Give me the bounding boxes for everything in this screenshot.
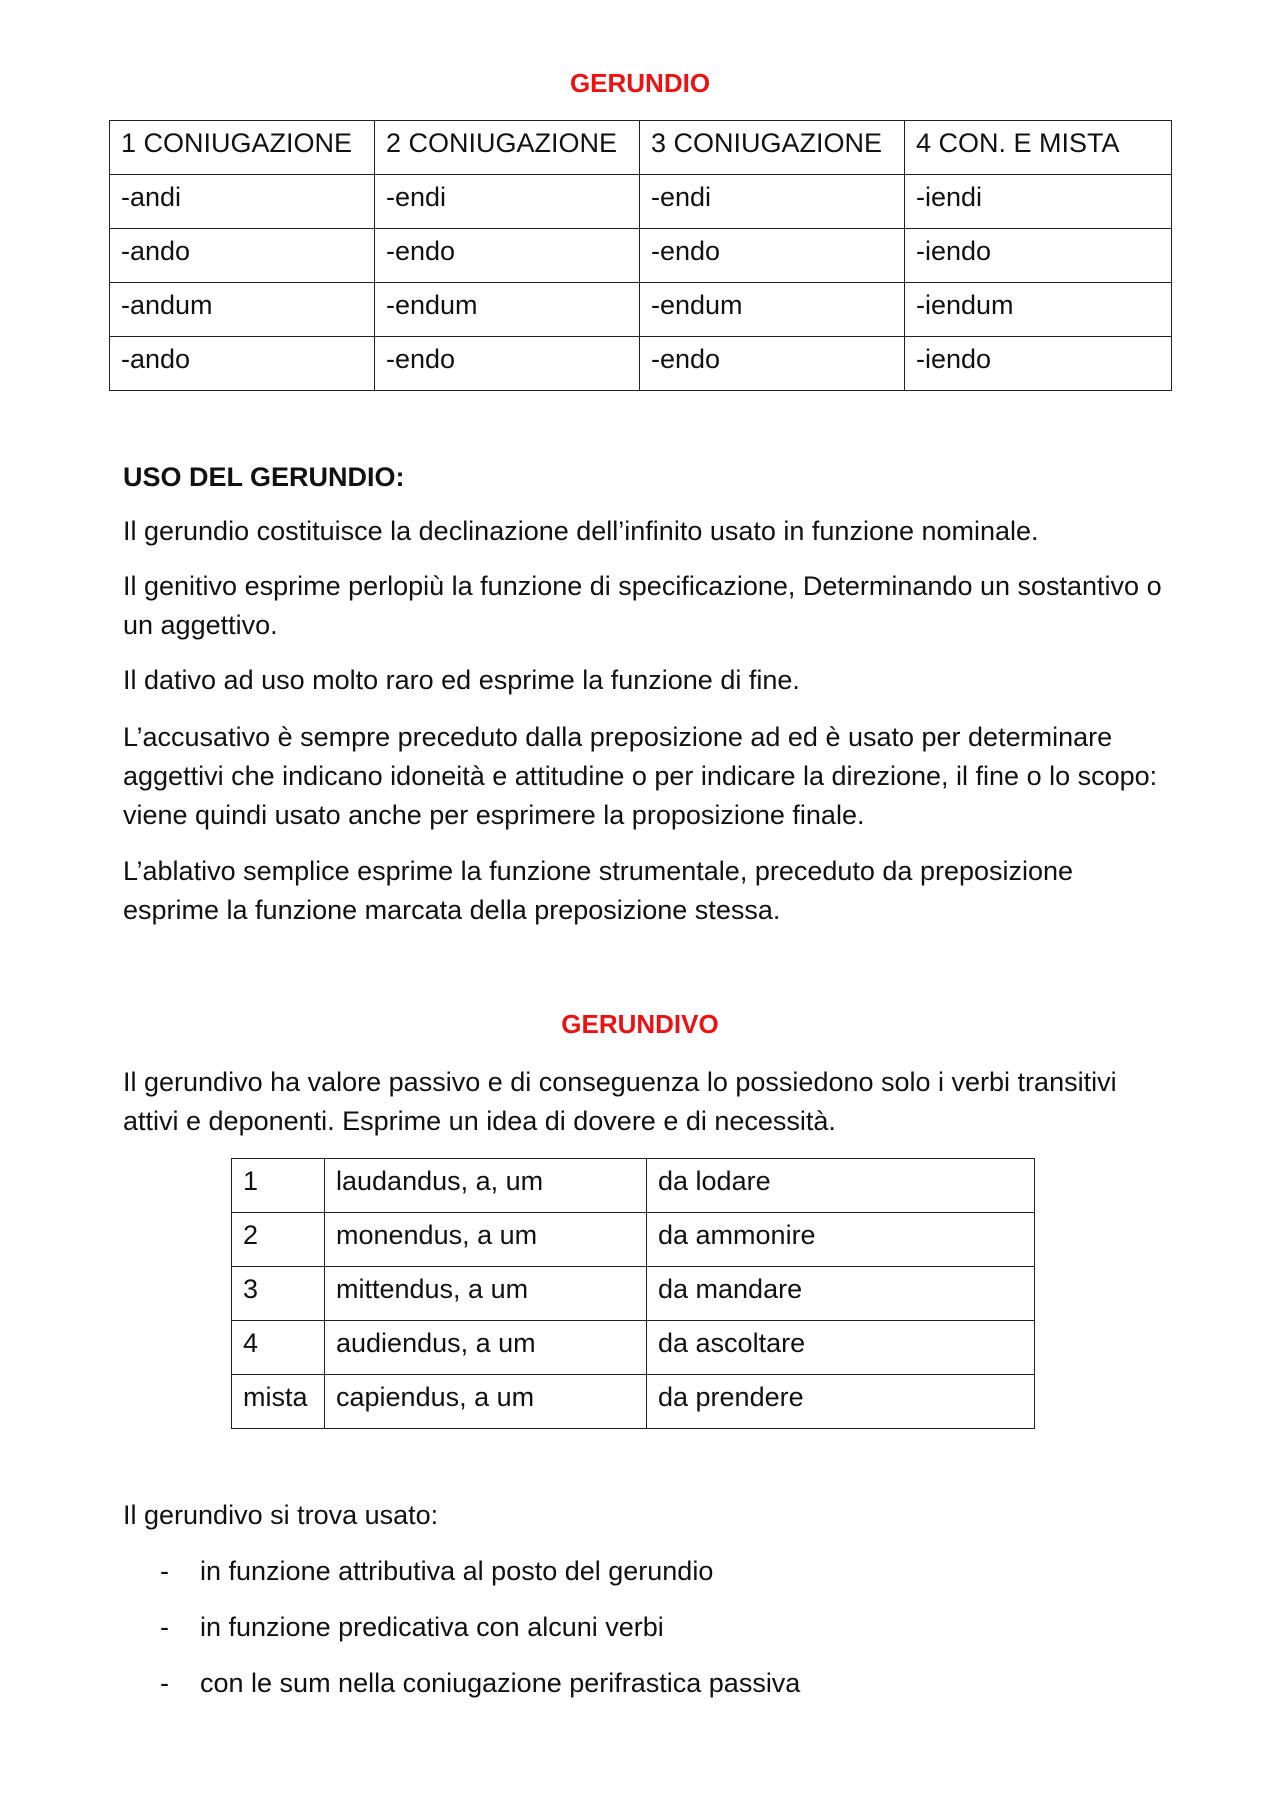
table-cell: -ando xyxy=(110,229,375,283)
table-cell: 1 xyxy=(232,1159,325,1213)
uso-heading: USO DEL GERUNDIO: xyxy=(123,462,405,492)
table-cell: da ammonire xyxy=(647,1213,1035,1267)
uso-paragraph: Il genitivo esprime perlopiù la funzione di specificazione, Determinando un sostantivo o un aggettivo. xyxy=(123,571,1162,640)
table-cell: -endi xyxy=(640,175,905,229)
uso-paragraph: Il gerundio costituisce la declinazione dell’infinito usato in funzione nominale. xyxy=(123,516,1039,546)
list-item-text: in funzione predicativa con alcuni verbi xyxy=(200,1612,664,1642)
table-cell: capiendus, a um xyxy=(325,1375,647,1429)
table-row xyxy=(110,175,1172,229)
table-cell: -iendo xyxy=(905,337,1172,391)
table-cell: -endo xyxy=(375,337,640,391)
table-row xyxy=(232,1213,1035,1267)
uso-paragraph: L’accusativo è sempre preceduto dalla preposizione ad ed è usato per determinare aggettivi che indicano idoneità e attitudine o per indicare la direzione, il fine o lo scopo: viene quindi usato anche per esprimere la proposizione finale. xyxy=(123,722,1158,830)
table-cell: laudandus, a, um xyxy=(325,1159,647,1213)
table-header-cell: 3 CONIUGAZIONE xyxy=(640,121,905,175)
table-header-cell: 1 CONIUGAZIONE xyxy=(110,121,375,175)
table-cell: -ando xyxy=(110,337,375,391)
table-cell: da ascoltare xyxy=(647,1321,1035,1375)
table-cell: -andi xyxy=(110,175,375,229)
gerundivo-intro: Il gerundivo ha valore passivo e di conseguenza lo possiedono solo i verbi transitivi attivi e deponenti. Esprime un idea di dovere e di necessità. xyxy=(123,1067,1117,1136)
table-row xyxy=(232,1375,1035,1429)
table-cell: -endo xyxy=(640,229,905,283)
list-item-text: con le sum nella coniugazione perifrastica passiva xyxy=(200,1668,801,1698)
table-cell: -iendi xyxy=(905,175,1172,229)
table-row xyxy=(110,337,1172,391)
list-item-text: in funzione attributiva al posto del gerundio xyxy=(200,1556,714,1586)
gerundivo-title: GERUNDIVO xyxy=(561,1009,719,1039)
table-cell: da prendere xyxy=(647,1375,1035,1429)
table-cell: da mandare xyxy=(647,1267,1035,1321)
bullet-dash: - xyxy=(160,1612,169,1642)
gerundivo-table xyxy=(231,1158,1035,1429)
table-cell: -iendum xyxy=(905,283,1172,337)
uso-paragraph: L’ablativo semplice esprime la funzione strumentale, preceduto da preposizione esprime la funzione marcata della preposizione stessa. xyxy=(123,856,1074,925)
table-cell: 3 xyxy=(232,1267,325,1321)
table-cell: 2 xyxy=(232,1213,325,1267)
gerundio-title: GERUNDIO xyxy=(569,68,711,98)
table-header-cell: 4 CON. E MISTA xyxy=(905,121,1172,175)
table-cell: -andum xyxy=(110,283,375,337)
table-cell: mista xyxy=(232,1375,325,1429)
table-cell: -endum xyxy=(640,283,905,337)
table-header-row xyxy=(110,121,1172,175)
table-cell: mittendus, a um xyxy=(325,1267,647,1321)
table-cell: 4 xyxy=(232,1321,325,1375)
table-cell: -endo xyxy=(375,229,640,283)
bullet-dash: - xyxy=(160,1668,169,1698)
table-row xyxy=(232,1159,1035,1213)
table-row xyxy=(110,229,1172,283)
table-row xyxy=(232,1321,1035,1375)
table-cell: monendus, a um xyxy=(325,1213,647,1267)
table-row xyxy=(110,283,1172,337)
uso-paragraph: Il dativo ad uso molto raro ed esprime la funzione di fine. xyxy=(123,665,800,695)
table-cell: da lodare xyxy=(647,1159,1035,1213)
table-cell: -endum xyxy=(375,283,640,337)
table-cell: -endi xyxy=(375,175,640,229)
table-header-cell: 2 CONIUGAZIONE xyxy=(375,121,640,175)
bullet-dash: - xyxy=(160,1556,169,1586)
table-cell: -iendo xyxy=(905,229,1172,283)
table-cell: audiendus, a um xyxy=(325,1321,647,1375)
table-row xyxy=(232,1267,1035,1321)
table-cell: -endo xyxy=(640,337,905,391)
gerundivo-usage-intro: Il gerundivo si trova usato: xyxy=(123,1500,439,1530)
gerundio-table xyxy=(109,120,1172,391)
